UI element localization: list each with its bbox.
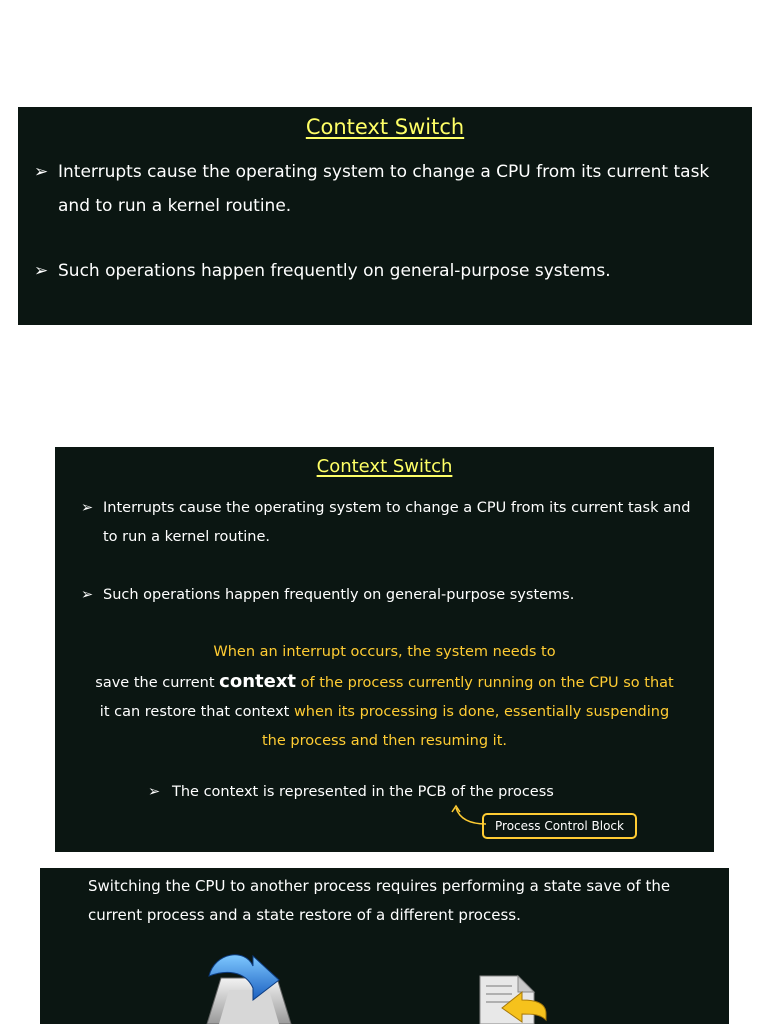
slide-1-bullet-2 — [34, 254, 734, 288]
explanation-line-2a: save the current — [95, 675, 215, 691]
slide-3 — [40, 868, 729, 1024]
context-keyword: context — [219, 671, 297, 692]
explanation-line-1: When an interrupt occurs, the system needs to — [213, 644, 556, 660]
context-explanation — [55, 638, 714, 756]
slide-2 — [55, 447, 714, 852]
slide-2-bullet-2-text: Such operations happen frequently on general-purpose systems. — [103, 587, 575, 603]
slide-2-bullet-1-text: Interrupts cause the operating system to change a CPU from its current task and to run a kernel routine. — [103, 500, 691, 545]
bullet-arrow-icon: ➢ — [34, 162, 49, 182]
bullet-arrow-icon: ➢ — [81, 500, 94, 516]
explanation-line-2 — [55, 667, 714, 698]
slide-3-text: Switching the CPU to another process requires performing a state save of the current process and a state restore of a different process. — [88, 877, 671, 924]
save-state-icon — [193, 946, 303, 1024]
bullet-arrow-icon: ➢ — [148, 784, 161, 800]
explanation-line-4: the process and then resuming it. — [261, 733, 507, 749]
explanation-line-3a: it can restore that context — [99, 704, 290, 720]
pcb-label-box: Process Control Block — [482, 813, 637, 839]
restore-state-icon — [470, 956, 560, 1024]
slide-2-title: Context Switch — [316, 456, 453, 477]
slide-2-bullet-1 — [81, 494, 691, 552]
slide-1-bullet-2-text: Such operations happen frequently on general-purpose systems. — [58, 261, 611, 281]
slide-2-bullet-3-text: The context is represented in the PCB of the process — [172, 784, 554, 800]
slide-2-bullet-3 — [148, 778, 554, 806]
bullet-arrow-icon: ➢ — [34, 261, 49, 281]
slide-1-bullet-1 — [34, 155, 734, 223]
explanation-line-2c: of the process currently running on the CPU so that — [300, 675, 674, 691]
slide-1 — [18, 107, 752, 325]
explanation-line-3b: when its processing is done, essentially suspending — [293, 704, 670, 720]
slide-2-bullet-2 — [81, 581, 691, 610]
explanation-line-3 — [55, 698, 714, 727]
slide-1-title: Context Switch — [305, 115, 465, 139]
slide-1-bullet-1-text: Interrupts cause the operating system to change a CPU from its current task and to run a kernel routine. — [58, 162, 710, 216]
bullet-arrow-icon: ➢ — [81, 587, 94, 603]
